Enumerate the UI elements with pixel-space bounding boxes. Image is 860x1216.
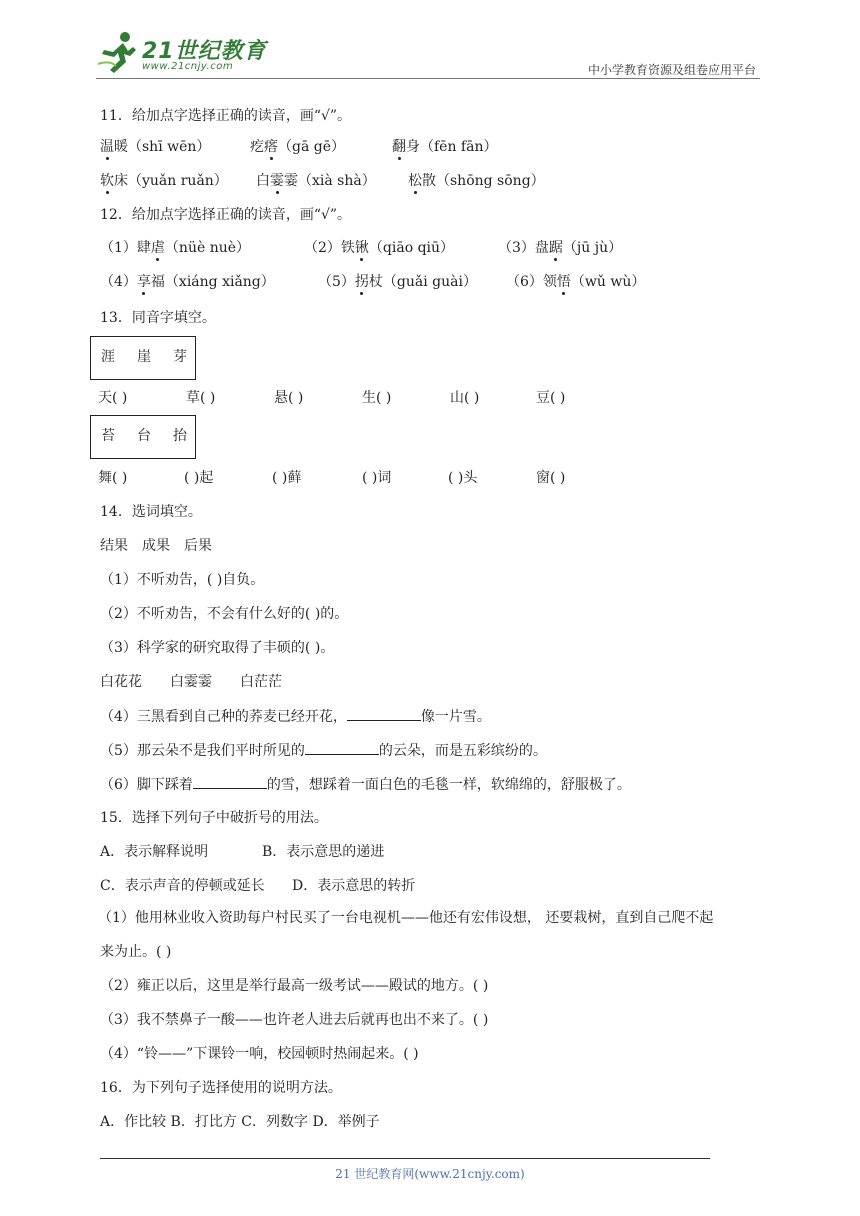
q14-sentence-1: （1）不听劝告，( )自负。 — [100, 572, 265, 588]
q15-title: 15．选择下列句子中破折号的用法。 — [100, 810, 328, 826]
q14-sentence-6: （6）脚下踩着 的雪，想踩着一面白色的毛毯一样，软绵绵的，舒服极了。 — [100, 774, 631, 795]
q14-word-group-1: 结果 成果 后果 — [100, 538, 212, 554]
q11-title: 11．给加点字选择正确的读音，画“√”。 — [100, 108, 352, 124]
q15-sentence-3: （3）我不禁鼻子一酸——也许老人进去后就再也出不来了。( ) — [100, 1012, 489, 1028]
q15-sentence-4: （4）“铃——”下课铃一响，校园顿时热闹起来。( ) — [100, 1046, 419, 1062]
logo — [96, 30, 266, 76]
q16-options: A．作比较 B．打比方 C．列数字 D．举例子 — [100, 1114, 380, 1130]
page-header — [96, 30, 760, 80]
q12-title: 12．给加点字选择正确的读音，画“√”。 — [100, 207, 352, 223]
q15-options-ab: A．表示解释说明 B．表示意思的递进 — [100, 844, 385, 860]
q13-title: 13．同音字填空。 — [100, 310, 216, 326]
q16-title: 16．为下列句子选择使用的说明方法。 — [100, 1080, 342, 1096]
q13-word-box-2: 苔 台 抬 — [90, 415, 196, 459]
answer-blank[interactable] — [193, 774, 267, 789]
header-divider — [96, 78, 760, 79]
q15-sentence-1b: 来为止。( ) — [100, 944, 172, 960]
runner-logo-icon — [96, 30, 142, 74]
logo-text: 21世纪教育 — [142, 39, 267, 64]
logo-url: www.21cnjy.com — [142, 61, 234, 72]
footer-divider — [100, 1158, 710, 1159]
q13-word-box-1: 涯 崖 芽 — [90, 336, 196, 380]
answer-blank[interactable] — [347, 706, 421, 721]
q14-title: 14．选词填空。 — [100, 504, 202, 520]
q15-sentence-2: （2）雍正以后，这里是举行最高一级考试——殿试的地方。( ) — [100, 978, 489, 994]
q15-sentence-1a: （1）他用林业收入资助每户村民买了一台电视机——他还有宏伟设想， 还要栽树，直到自己爬不起 — [98, 910, 714, 926]
q14-sentence-5: （5）那云朵不是我们平时所见的 的云朵，而是五彩缤纷的。 — [100, 740, 547, 761]
answer-blank[interactable] — [305, 740, 379, 755]
q14-word-group-2: 白花花 白霎霎 白茫茫 — [100, 674, 282, 690]
q14-sentence-2: （2）不听劝告，不会有什么好的( )的。 — [100, 606, 349, 622]
q14-sentence-4: （4）三黑看到自己种的荞麦已经开花， 像一片雪。 — [100, 706, 491, 727]
footer-text: 21 世纪教育网(www.21cnjy.com) — [335, 1167, 525, 1181]
q14-sentence-3: （3）科学家的研究取得了丰硕的( )。 — [100, 640, 335, 656]
platform-name: 中小学教育资源及组卷应用平台 — [587, 63, 756, 77]
q15-options-cd: C．表示声音的停顿或延长 D．表示意思的转折 — [100, 878, 416, 894]
